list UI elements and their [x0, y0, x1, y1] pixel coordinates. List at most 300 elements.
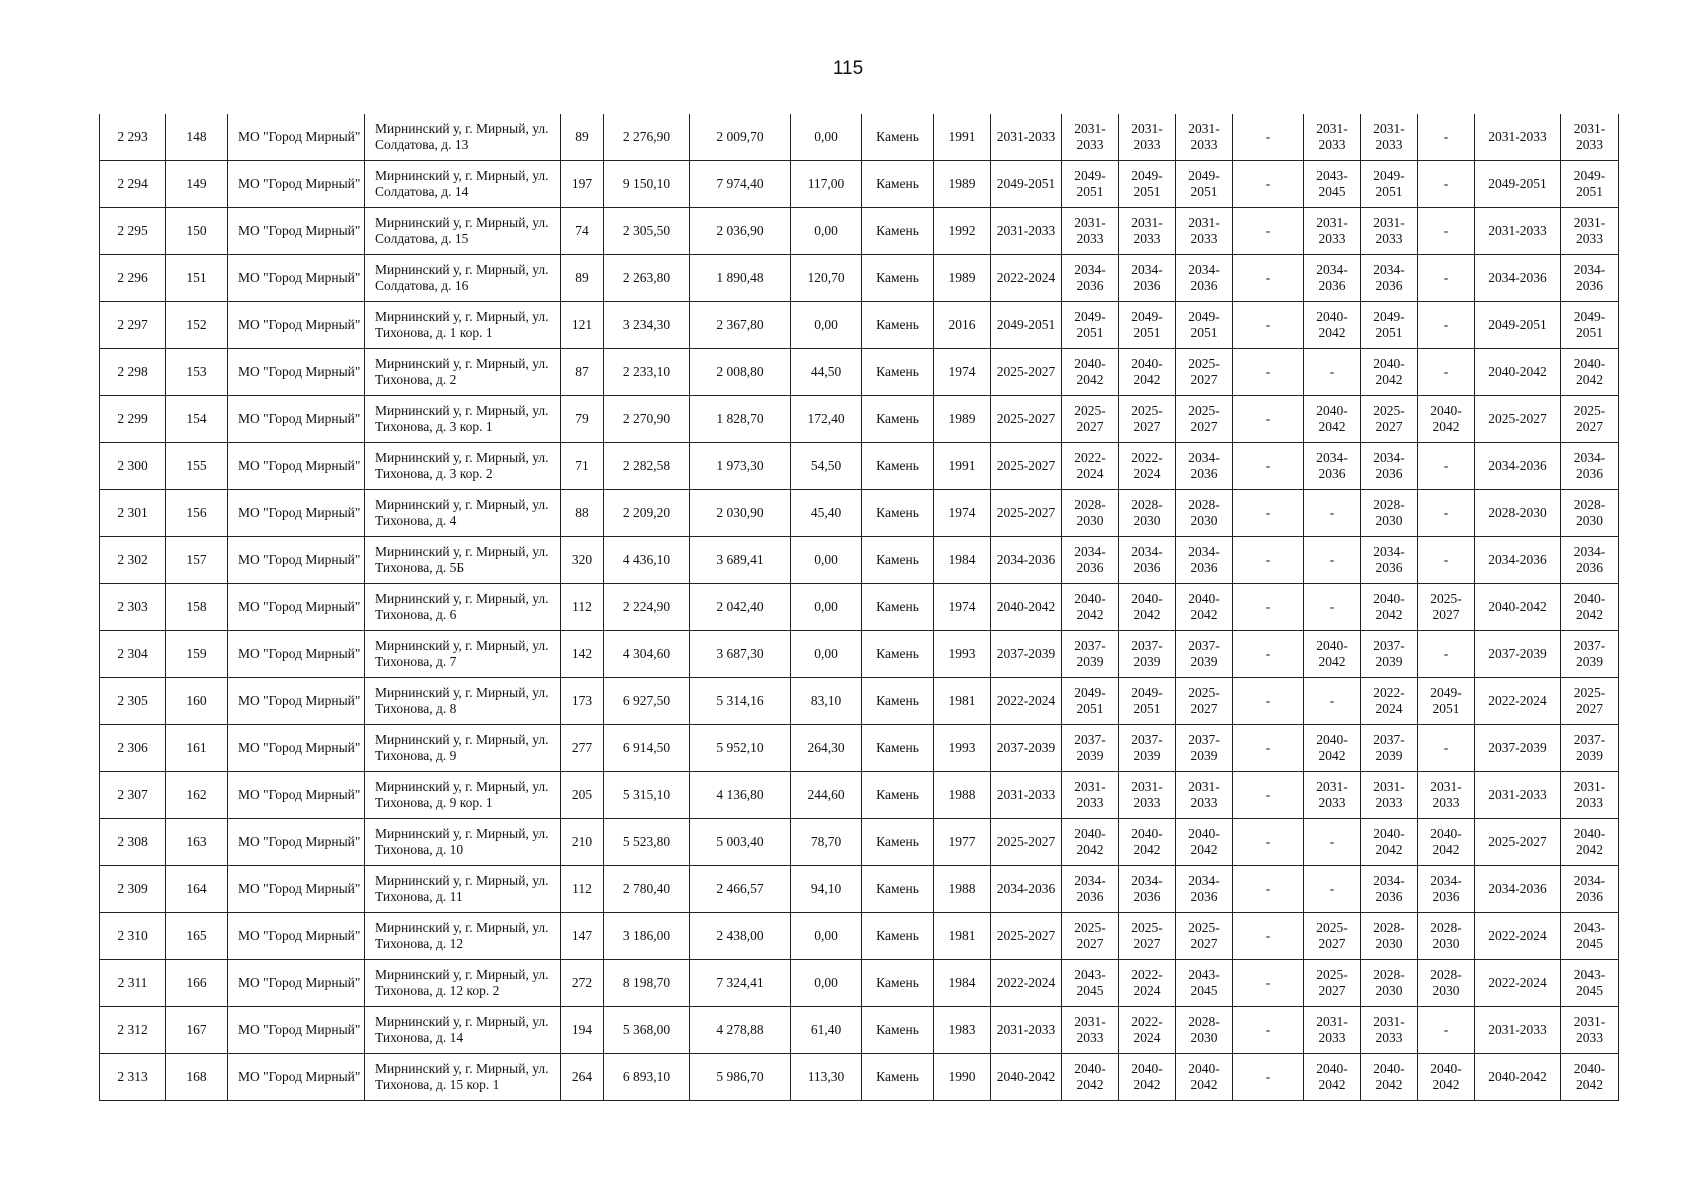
cell-living-area: 2 438,00 [690, 913, 791, 960]
cell-residents: 205 [561, 772, 604, 819]
cell-row-number: 2 309 [100, 866, 166, 913]
cell-item-number: 148 [166, 114, 228, 161]
cell-works-7: 2049-2051 [1361, 302, 1418, 349]
cell-total-area: 3 186,00 [604, 913, 690, 960]
cell-wall-material: Камень [862, 725, 934, 772]
cell-living-area: 2 036,90 [690, 208, 791, 255]
cell-works-8: - [1418, 490, 1475, 537]
cell-build-year: 1983 [934, 1007, 991, 1054]
cell-works-3: 2034-2036 [1119, 537, 1176, 584]
cell-works-10: 2034-2036 [1561, 443, 1619, 490]
cell-municipality: МО "Город Мирный" [228, 725, 365, 772]
cell-works-3: 2037-2039 [1119, 631, 1176, 678]
cell-row-number: 2 303 [100, 584, 166, 631]
cell-works-8: 2028-2030 [1418, 960, 1475, 1007]
cell-address: Мирнинский у, г. Мирный, ул. Тихонова, д. 1 кор. 1 [365, 302, 561, 349]
cell-municipality: МО "Город Мирный" [228, 1007, 365, 1054]
cell-nonresidential-area: 264,30 [791, 725, 862, 772]
cell-works-4: 2037-2039 [1176, 725, 1233, 772]
cell-nonresidential-area: 44,50 [791, 349, 862, 396]
cell-wall-material: Камень [862, 114, 934, 161]
cell-works-10: 2040-2042 [1561, 819, 1619, 866]
cell-nonresidential-area: 0,00 [791, 960, 862, 1007]
cell-works-5: - [1233, 114, 1304, 161]
cell-address: Мирнинский у, г. Мирный, ул. Солдатова, д. 15 [365, 208, 561, 255]
cell-works-4: 2025-2027 [1176, 349, 1233, 396]
cell-works-1: 2031-2033 [991, 114, 1062, 161]
cell-works-3: 2049-2051 [1119, 161, 1176, 208]
cell-works-6: 2040-2042 [1304, 725, 1361, 772]
cell-living-area: 5 003,40 [690, 819, 791, 866]
table-row [100, 584, 1619, 631]
cell-works-2: 2031-2033 [1062, 208, 1119, 255]
cell-works-4: 2031-2033 [1176, 114, 1233, 161]
cell-works-6: - [1304, 819, 1361, 866]
cell-works-6: 2040-2042 [1304, 1054, 1361, 1101]
cell-works-1: 2025-2027 [991, 349, 1062, 396]
cell-total-area: 6 927,50 [604, 678, 690, 725]
table-row [100, 208, 1619, 255]
cell-works-3: 2040-2042 [1119, 349, 1176, 396]
cell-works-1: 2031-2033 [991, 208, 1062, 255]
cell-works-6: - [1304, 678, 1361, 725]
cell-works-1: 2022-2024 [991, 255, 1062, 302]
cell-wall-material: Камень [862, 631, 934, 678]
cell-municipality: МО "Город Мирный" [228, 584, 365, 631]
cell-works-8: - [1418, 631, 1475, 678]
cell-works-4: 2028-2030 [1176, 1007, 1233, 1054]
cell-nonresidential-area: 120,70 [791, 255, 862, 302]
cell-municipality: МО "Город Мирный" [228, 866, 365, 913]
cell-wall-material: Камень [862, 819, 934, 866]
cell-works-7: 2037-2039 [1361, 725, 1418, 772]
cell-total-area: 6 914,50 [604, 725, 690, 772]
cell-municipality: МО "Город Мирный" [228, 819, 365, 866]
cell-works-8: - [1418, 114, 1475, 161]
cell-works-6: 2031-2033 [1304, 114, 1361, 161]
cell-residents: 320 [561, 537, 604, 584]
cell-works-5: - [1233, 819, 1304, 866]
cell-item-number: 150 [166, 208, 228, 255]
cell-works-7: 2022-2024 [1361, 678, 1418, 725]
cell-works-3: 2034-2036 [1119, 866, 1176, 913]
cell-works-7: 2040-2042 [1361, 349, 1418, 396]
table-row [100, 772, 1619, 819]
cell-nonresidential-area: 172,40 [791, 396, 862, 443]
table-row [100, 1054, 1619, 1101]
cell-works-5: - [1233, 631, 1304, 678]
cell-works-9: 2031-2033 [1475, 208, 1561, 255]
cell-nonresidential-area: 0,00 [791, 208, 862, 255]
cell-works-10: 2049-2051 [1561, 302, 1619, 349]
cell-row-number: 2 311 [100, 960, 166, 1007]
cell-works-5: - [1233, 1007, 1304, 1054]
cell-row-number: 2 293 [100, 114, 166, 161]
cell-works-9: 2022-2024 [1475, 678, 1561, 725]
cell-nonresidential-area: 45,40 [791, 490, 862, 537]
cell-works-6: 2025-2027 [1304, 960, 1361, 1007]
cell-works-7: 2025-2027 [1361, 396, 1418, 443]
cell-living-area: 5 314,16 [690, 678, 791, 725]
cell-nonresidential-area: 78,70 [791, 819, 862, 866]
cell-works-3: 2040-2042 [1119, 819, 1176, 866]
cell-works-3: 2031-2033 [1119, 208, 1176, 255]
cell-living-area: 2 367,80 [690, 302, 791, 349]
cell-works-8: 2040-2042 [1418, 819, 1475, 866]
cell-living-area: 7 974,40 [690, 161, 791, 208]
cell-works-8: - [1418, 443, 1475, 490]
cell-works-10: 2031-2033 [1561, 208, 1619, 255]
cell-total-area: 8 198,70 [604, 960, 690, 1007]
cell-works-1: 2040-2042 [991, 584, 1062, 631]
cell-build-year: 2016 [934, 302, 991, 349]
cell-works-5: - [1233, 725, 1304, 772]
cell-works-2: 2040-2042 [1062, 349, 1119, 396]
cell-address: Мирнинский у, г. Мирный, ул. Тихонова, д. 6 [365, 584, 561, 631]
cell-build-year: 1991 [934, 114, 991, 161]
cell-build-year: 1981 [934, 913, 991, 960]
cell-municipality: МО "Город Мирный" [228, 960, 365, 1007]
cell-works-4: 2049-2051 [1176, 302, 1233, 349]
cell-works-3: 2025-2027 [1119, 913, 1176, 960]
cell-residents: 272 [561, 960, 604, 1007]
cell-municipality: МО "Город Мирный" [228, 161, 365, 208]
cell-municipality: МО "Город Мирный" [228, 208, 365, 255]
cell-works-1: 2025-2027 [991, 443, 1062, 490]
cell-nonresidential-area: 0,00 [791, 913, 862, 960]
cell-row-number: 2 306 [100, 725, 166, 772]
cell-item-number: 167 [166, 1007, 228, 1054]
cell-living-area: 2 466,57 [690, 866, 791, 913]
cell-address: Мирнинский у, г. Мирный, ул. Солдатова, д. 16 [365, 255, 561, 302]
cell-works-3: 2031-2033 [1119, 114, 1176, 161]
cell-works-2: 2040-2042 [1062, 584, 1119, 631]
cell-address: Мирнинский у, г. Мирный, ул. Тихонова, д. 2 [365, 349, 561, 396]
cell-works-2: 2043-2045 [1062, 960, 1119, 1007]
cell-build-year: 1992 [934, 208, 991, 255]
cell-total-area: 2 305,50 [604, 208, 690, 255]
cell-works-4: 2040-2042 [1176, 1054, 1233, 1101]
cell-works-7: 2037-2039 [1361, 631, 1418, 678]
cell-build-year: 1984 [934, 960, 991, 1007]
cell-works-9: 2040-2042 [1475, 349, 1561, 396]
cell-total-area: 5 523,80 [604, 819, 690, 866]
cell-build-year: 1988 [934, 866, 991, 913]
cell-works-10: 2043-2045 [1561, 913, 1619, 960]
cell-address: Мирнинский у, г. Мирный, ул. Тихонова, д. 12 [365, 913, 561, 960]
cell-total-area: 2 233,10 [604, 349, 690, 396]
cell-row-number: 2 298 [100, 349, 166, 396]
cell-residents: 112 [561, 584, 604, 631]
cell-works-1: 2031-2033 [991, 1007, 1062, 1054]
cell-works-3: 2040-2042 [1119, 1054, 1176, 1101]
cell-works-1: 2025-2027 [991, 396, 1062, 443]
cell-address: Мирнинский у, г. Мирный, ул. Тихонова, д. 10 [365, 819, 561, 866]
cell-works-3: 2031-2033 [1119, 772, 1176, 819]
cell-works-6: 2034-2036 [1304, 443, 1361, 490]
table-row [100, 396, 1619, 443]
cell-works-1: 2025-2027 [991, 819, 1062, 866]
cell-living-area: 3 689,41 [690, 537, 791, 584]
cell-works-3: 2022-2024 [1119, 1007, 1176, 1054]
cell-works-7: 2034-2036 [1361, 443, 1418, 490]
cell-wall-material: Камень [862, 960, 934, 1007]
cell-works-2: 2049-2051 [1062, 678, 1119, 725]
cell-works-10: 2025-2027 [1561, 678, 1619, 725]
cell-item-number: 164 [166, 866, 228, 913]
cell-address: Мирнинский у, г. Мирный, ул. Тихонова, д. 12 кор. 2 [365, 960, 561, 1007]
cell-works-2: 2031-2033 [1062, 114, 1119, 161]
cell-living-area: 1 973,30 [690, 443, 791, 490]
cell-works-10: 2037-2039 [1561, 631, 1619, 678]
cell-works-5: - [1233, 772, 1304, 819]
cell-total-area: 5 315,10 [604, 772, 690, 819]
cell-address: Мирнинский у, г. Мирный, ул. Тихонова, д. 11 [365, 866, 561, 913]
cell-works-2: 2040-2042 [1062, 819, 1119, 866]
cell-row-number: 2 299 [100, 396, 166, 443]
cell-works-10: 2043-2045 [1561, 960, 1619, 1007]
cell-works-5: - [1233, 349, 1304, 396]
cell-row-number: 2 302 [100, 537, 166, 584]
cell-address: Мирнинский у, г. Мирный, ул. Солдатова, д. 13 [365, 114, 561, 161]
cell-works-1: 2049-2051 [991, 302, 1062, 349]
cell-works-2: 2037-2039 [1062, 631, 1119, 678]
cell-works-6: - [1304, 866, 1361, 913]
cell-residents: 147 [561, 913, 604, 960]
cell-works-9: 2040-2042 [1475, 584, 1561, 631]
cell-row-number: 2 296 [100, 255, 166, 302]
cell-address: Мирнинский у, г. Мирный, ул. Тихонова, д. 9 кор. 1 [365, 772, 561, 819]
cell-item-number: 161 [166, 725, 228, 772]
cell-wall-material: Камень [862, 1054, 934, 1101]
table-row [100, 631, 1619, 678]
cell-works-6: 2031-2033 [1304, 772, 1361, 819]
cell-living-area: 4 136,80 [690, 772, 791, 819]
cell-item-number: 151 [166, 255, 228, 302]
cell-works-8: - [1418, 208, 1475, 255]
cell-residents: 87 [561, 349, 604, 396]
cell-address: Мирнинский у, г. Мирный, ул. Тихонова, д. 3 кор. 2 [365, 443, 561, 490]
cell-total-area: 2 780,40 [604, 866, 690, 913]
cell-works-3: 2028-2030 [1119, 490, 1176, 537]
cell-works-7: 2049-2051 [1361, 161, 1418, 208]
cell-works-3: 2034-2036 [1119, 255, 1176, 302]
cell-works-8: - [1418, 161, 1475, 208]
cell-works-9: 2034-2036 [1475, 255, 1561, 302]
cell-wall-material: Камень [862, 913, 934, 960]
cell-wall-material: Камень [862, 678, 934, 725]
cell-item-number: 156 [166, 490, 228, 537]
cell-works-5: - [1233, 443, 1304, 490]
cell-works-7: 2031-2033 [1361, 1007, 1418, 1054]
cell-wall-material: Камень [862, 255, 934, 302]
cell-build-year: 1990 [934, 1054, 991, 1101]
cell-total-area: 9 150,10 [604, 161, 690, 208]
cell-row-number: 2 313 [100, 1054, 166, 1101]
cell-residents: 173 [561, 678, 604, 725]
cell-works-2: 2040-2042 [1062, 1054, 1119, 1101]
cell-residents: 89 [561, 114, 604, 161]
cell-works-10: 2034-2036 [1561, 866, 1619, 913]
cell-build-year: 1991 [934, 443, 991, 490]
cell-municipality: МО "Город Мирный" [228, 537, 365, 584]
cell-build-year: 1974 [934, 490, 991, 537]
cell-works-5: - [1233, 490, 1304, 537]
cell-works-8: 2049-2051 [1418, 678, 1475, 725]
cell-works-7: 2034-2036 [1361, 866, 1418, 913]
cell-works-7: 2040-2042 [1361, 584, 1418, 631]
cell-works-2: 2037-2039 [1062, 725, 1119, 772]
cell-municipality: МО "Город Мирный" [228, 631, 365, 678]
table-row [100, 255, 1619, 302]
cell-living-area: 3 687,30 [690, 631, 791, 678]
cell-works-1: 2034-2036 [991, 537, 1062, 584]
cell-works-3: 2022-2024 [1119, 443, 1176, 490]
cell-works-8: - [1418, 725, 1475, 772]
cell-residents: 142 [561, 631, 604, 678]
cell-build-year: 1984 [934, 537, 991, 584]
cell-works-4: 2025-2027 [1176, 913, 1233, 960]
cell-row-number: 2 300 [100, 443, 166, 490]
cell-address: Мирнинский у, г. Мирный, ул. Тихонова, д. 5Б [365, 537, 561, 584]
table-row [100, 819, 1619, 866]
cell-row-number: 2 304 [100, 631, 166, 678]
cell-works-6: 2043-2045 [1304, 161, 1361, 208]
cell-works-4: 2040-2042 [1176, 819, 1233, 866]
cell-works-6: - [1304, 584, 1361, 631]
table-row [100, 349, 1619, 396]
cell-works-1: 2031-2033 [991, 772, 1062, 819]
page-number: 115 [832, 58, 864, 79]
cell-works-9: 2049-2051 [1475, 302, 1561, 349]
cell-address: Мирнинский у, г. Мирный, ул. Тихонова, д. 14 [365, 1007, 561, 1054]
cell-wall-material: Камень [862, 866, 934, 913]
cell-build-year: 1977 [934, 819, 991, 866]
cell-wall-material: Камень [862, 537, 934, 584]
cell-works-10: 2040-2042 [1561, 584, 1619, 631]
cell-wall-material: Камень [862, 396, 934, 443]
cell-row-number: 2 297 [100, 302, 166, 349]
cell-works-2: 2049-2051 [1062, 302, 1119, 349]
cell-municipality: МО "Город Мирный" [228, 490, 365, 537]
cell-total-area: 2 263,80 [604, 255, 690, 302]
cell-municipality: МО "Город Мирный" [228, 302, 365, 349]
cell-works-4: 2028-2030 [1176, 490, 1233, 537]
cell-works-5: - [1233, 302, 1304, 349]
cell-residents: 210 [561, 819, 604, 866]
cell-municipality: МО "Город Мирный" [228, 1054, 365, 1101]
cell-address: Мирнинский у, г. Мирный, ул. Тихонова, д. 4 [365, 490, 561, 537]
cell-works-7: 2028-2030 [1361, 490, 1418, 537]
cell-works-10: 2025-2027 [1561, 396, 1619, 443]
table-row [100, 443, 1619, 490]
cell-works-9: 2025-2027 [1475, 819, 1561, 866]
cell-residents: 194 [561, 1007, 604, 1054]
cell-works-6: 2040-2042 [1304, 302, 1361, 349]
cell-residents: 79 [561, 396, 604, 443]
cell-item-number: 158 [166, 584, 228, 631]
cell-works-2: 2022-2024 [1062, 443, 1119, 490]
cell-item-number: 162 [166, 772, 228, 819]
table-row [100, 1007, 1619, 1054]
cell-nonresidential-area: 0,00 [791, 114, 862, 161]
cell-works-7: 2028-2030 [1361, 960, 1418, 1007]
cell-municipality: МО "Город Мирный" [228, 913, 365, 960]
cell-living-area: 5 986,70 [690, 1054, 791, 1101]
cell-build-year: 1988 [934, 772, 991, 819]
cell-build-year: 1989 [934, 161, 991, 208]
cell-works-9: 2022-2024 [1475, 913, 1561, 960]
cell-works-1: 2049-2051 [991, 161, 1062, 208]
table-row [100, 866, 1619, 913]
cell-works-2: 2031-2033 [1062, 1007, 1119, 1054]
cell-build-year: 1974 [934, 349, 991, 396]
cell-works-6: - [1304, 490, 1361, 537]
cell-works-5: - [1233, 866, 1304, 913]
cell-works-5: - [1233, 537, 1304, 584]
cell-works-10: 2040-2042 [1561, 349, 1619, 396]
cell-works-1: 2037-2039 [991, 631, 1062, 678]
cell-works-8: - [1418, 302, 1475, 349]
cell-item-number: 159 [166, 631, 228, 678]
cell-works-2: 2049-2051 [1062, 161, 1119, 208]
cell-works-5: - [1233, 161, 1304, 208]
cell-residents: 71 [561, 443, 604, 490]
cell-item-number: 155 [166, 443, 228, 490]
cell-residents: 74 [561, 208, 604, 255]
cell-works-4: 2031-2033 [1176, 772, 1233, 819]
cell-works-10: 2031-2033 [1561, 772, 1619, 819]
cell-works-2: 2028-2030 [1062, 490, 1119, 537]
cell-works-5: - [1233, 255, 1304, 302]
cell-total-area: 2 224,90 [604, 584, 690, 631]
cell-row-number: 2 301 [100, 490, 166, 537]
cell-total-area: 2 209,20 [604, 490, 690, 537]
cell-works-9: 2034-2036 [1475, 443, 1561, 490]
cell-nonresidential-area: 0,00 [791, 584, 862, 631]
cell-item-number: 163 [166, 819, 228, 866]
cell-total-area: 2 270,90 [604, 396, 690, 443]
cell-total-area: 3 234,30 [604, 302, 690, 349]
table-row [100, 114, 1619, 161]
cell-works-6: - [1304, 537, 1361, 584]
cell-row-number: 2 310 [100, 913, 166, 960]
cell-works-3: 2040-2042 [1119, 584, 1176, 631]
cell-total-area: 5 368,00 [604, 1007, 690, 1054]
cell-total-area: 4 436,10 [604, 537, 690, 584]
cell-works-10: 2034-2036 [1561, 255, 1619, 302]
cell-living-area: 4 278,88 [690, 1007, 791, 1054]
cell-build-year: 1993 [934, 631, 991, 678]
cell-works-10: 2040-2042 [1561, 1054, 1619, 1101]
cell-works-9: 2037-2039 [1475, 725, 1561, 772]
cell-total-area: 4 304,60 [604, 631, 690, 678]
cell-municipality: МО "Город Мирный" [228, 255, 365, 302]
cell-item-number: 166 [166, 960, 228, 1007]
cell-works-1: 2040-2042 [991, 1054, 1062, 1101]
cell-works-6: 2040-2042 [1304, 631, 1361, 678]
cell-nonresidential-area: 54,50 [791, 443, 862, 490]
table-row [100, 490, 1619, 537]
table-row [100, 960, 1619, 1007]
cell-works-7: 2031-2033 [1361, 208, 1418, 255]
cell-works-8: 2034-2036 [1418, 866, 1475, 913]
cell-item-number: 149 [166, 161, 228, 208]
cell-works-4: 2025-2027 [1176, 678, 1233, 725]
cell-works-4: 2034-2036 [1176, 443, 1233, 490]
cell-row-number: 2 295 [100, 208, 166, 255]
cell-municipality: МО "Город Мирный" [228, 443, 365, 490]
